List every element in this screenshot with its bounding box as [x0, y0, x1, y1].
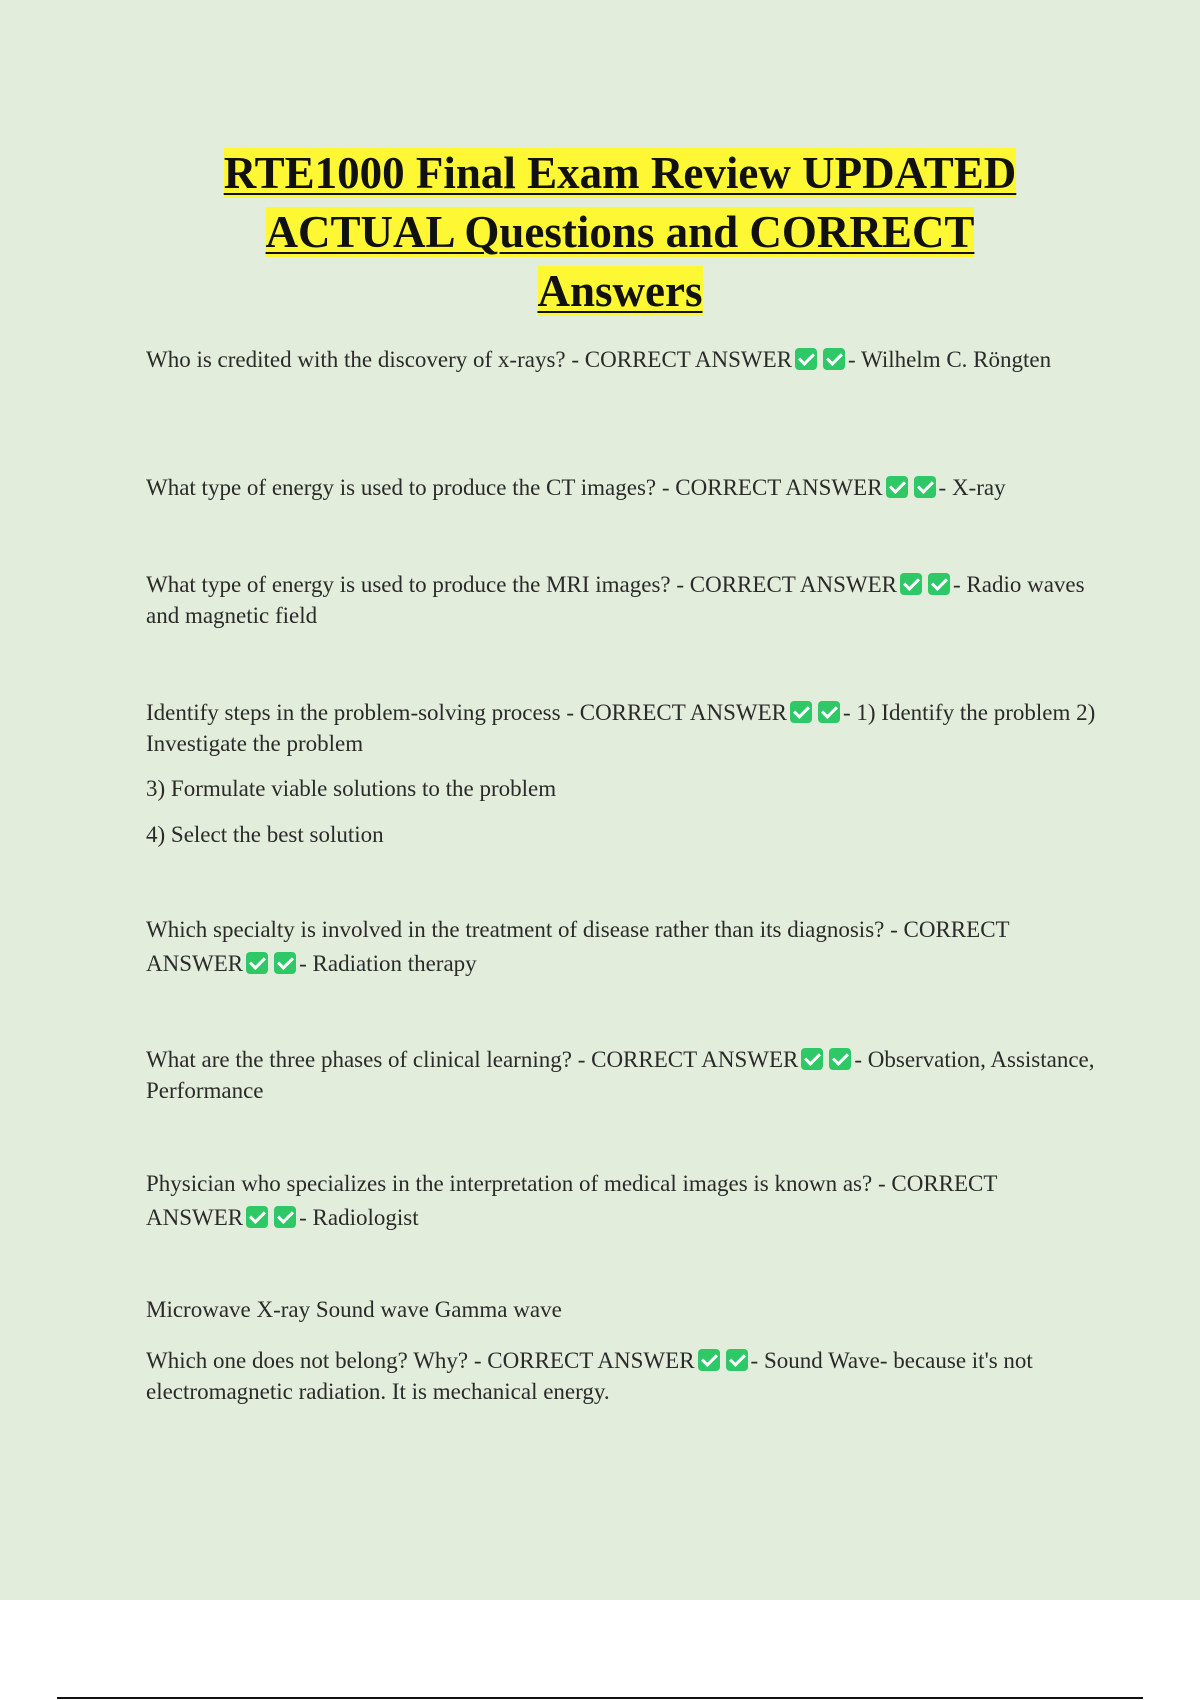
correct-answer-label: - CORRECT ANSWER — [146, 917, 1010, 976]
qa-item-2 — [146, 472, 1096, 503]
question-text: What type of energy is used to produce the MRI images? — [146, 572, 671, 597]
answer-text: - Radiologist — [299, 1205, 419, 1230]
answer-continuation-line: 3) Formulate viable solutions to the problem — [146, 776, 557, 801]
answer-text: - 1) Identify the problem 2) Investigate the problem — [146, 700, 1096, 756]
correct-answer-label: - CORRECT ANSWER — [676, 572, 898, 597]
correct-answer-label: - CORRECT ANSWER — [577, 1047, 799, 1072]
qa-item-6 — [146, 1044, 1096, 1106]
answer-text: - Radiation therapy — [299, 951, 477, 976]
question-text: Physician who specializes in the interpretation of medical images is known as? — [146, 1171, 873, 1196]
answer-text: - Sound Wave- because it's not electromagnetic radiation. It is mechanical energy. — [146, 1348, 1033, 1404]
check-mark-icon — [795, 348, 817, 370]
question-text: What are the three phases of clinical learning? — [146, 1047, 572, 1072]
correct-answer-label: - CORRECT ANSWER — [661, 475, 883, 500]
check-mark-icon — [274, 952, 296, 974]
question-text: Identify steps in the problem-solving process — [146, 700, 561, 725]
answer-text: - Wilhelm C. Röngten — [848, 347, 1052, 372]
qa-item-7 — [146, 1167, 1096, 1235]
check-mark-icon — [928, 573, 950, 595]
check-mark-icon — [726, 1349, 748, 1371]
title-line-3: Answers — [537, 266, 703, 316]
correct-answer-label: - CORRECT ANSWER — [473, 1348, 695, 1373]
check-mark-icon — [790, 701, 812, 723]
check-mark-icon — [818, 701, 840, 723]
check-mark-icon — [900, 573, 922, 595]
qa-item-5 — [146, 913, 1096, 981]
title-line-1: RTE1000 Final Exam Review UPDATED — [223, 148, 1017, 198]
question-text: What type of energy is used to produce the CT images? — [146, 475, 657, 500]
footer-divider — [57, 1697, 1143, 1699]
qa-item-8 — [146, 1345, 1096, 1407]
check-mark-icon — [823, 348, 845, 370]
correct-answer-label: - CORRECT ANSWER — [566, 700, 787, 725]
qa-item-4 — [146, 697, 1096, 759]
check-mark-icon — [246, 1206, 268, 1228]
check-mark-icon — [801, 1048, 823, 1070]
check-mark-icon — [274, 1206, 296, 1228]
answer-text: - Observation, Assistance, Performance — [146, 1047, 1095, 1103]
title-line-2: ACTUAL Questions and CORRECT — [265, 207, 975, 257]
check-mark-icon — [698, 1349, 720, 1371]
qa-item-8-preamble: Microwave X-ray Sound wave Gamma wave — [146, 1297, 562, 1322]
question-text: Which one does not belong? Why? — [146, 1348, 469, 1373]
qa-item-1 — [146, 344, 1096, 375]
check-mark-icon — [246, 952, 268, 974]
document-title — [130, 144, 1110, 321]
correct-answer-label: - CORRECT ANSWER — [146, 1171, 998, 1230]
correct-answer-label: - CORRECT ANSWER — [571, 347, 793, 372]
check-mark-icon — [914, 476, 936, 498]
answer-text: - Radio waves and magnetic field — [146, 572, 1085, 628]
question-text: Which specialty is involved in the treatment of disease rather than its diagnosis? — [146, 917, 885, 942]
answer-text: - X-ray — [938, 475, 1006, 500]
answer-continuation-line: 4) Select the best solution — [146, 822, 384, 847]
check-mark-icon — [886, 476, 908, 498]
question-text: Who is credited with the discovery of x-rays? — [146, 347, 566, 372]
qa-item-3 — [146, 569, 1096, 631]
check-mark-icon — [829, 1048, 851, 1070]
